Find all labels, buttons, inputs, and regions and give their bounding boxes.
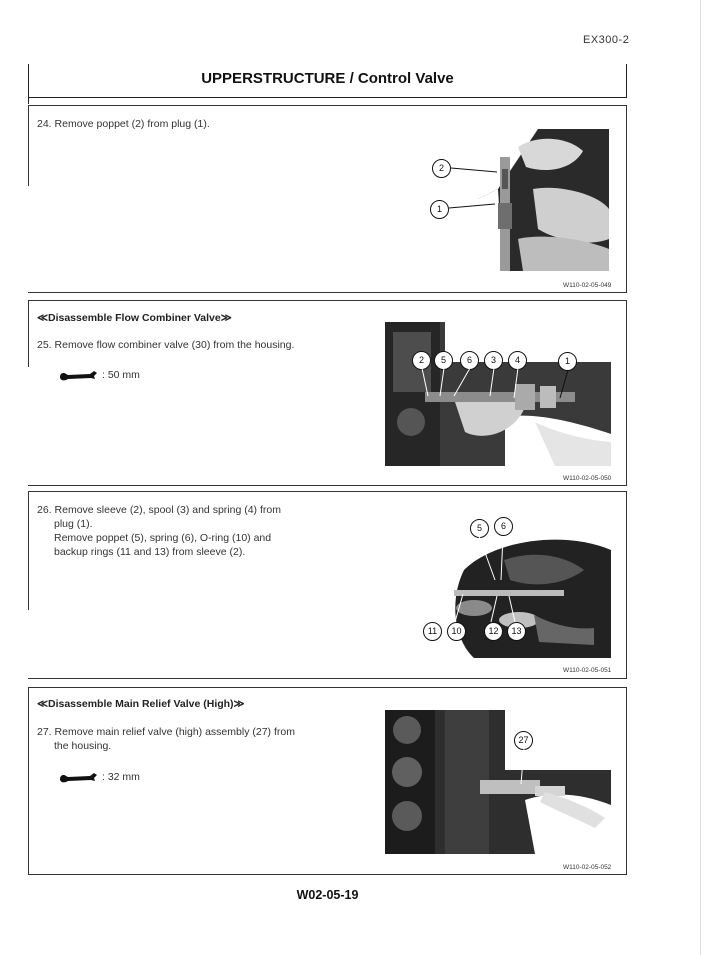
callout-2: 2 <box>412 351 431 370</box>
figure-code: W110-02-05-052 <box>563 864 612 871</box>
callout-27: 27 <box>514 731 533 750</box>
step-27-text <box>37 725 295 753</box>
callout-12: 12 <box>484 622 503 641</box>
step-text: Remove main relief valve (high) assembly (27) from <box>54 726 295 738</box>
callout-leaders <box>410 368 580 408</box>
callout-10: 10 <box>447 622 466 641</box>
wrench-spec <box>58 368 140 382</box>
callout-6: 6 <box>460 351 479 370</box>
callout-6: 6 <box>494 517 513 536</box>
page-edge <box>700 0 701 955</box>
model-number: EX300-2 <box>583 34 630 46</box>
step-number: 26. <box>37 504 52 516</box>
callout-3: 3 <box>484 351 503 370</box>
figure-code: W110-02-05-050 <box>563 475 612 482</box>
step-text: Remove sleeve (2), spool (3) and spring (4) from <box>54 504 281 516</box>
step-text: Remove flow combiner valve (30) from the housing. <box>54 339 295 351</box>
callout-leaders <box>425 536 525 626</box>
step-text: backup rings (11 and 13) from sleeve (2). <box>54 546 246 558</box>
callout-11: 11 <box>423 622 442 641</box>
wrench-size: : 32 mm <box>102 771 140 783</box>
callout-1: 1 <box>558 352 577 371</box>
step-number: 25. <box>37 339 52 351</box>
wrench-icon <box>58 770 98 784</box>
step-26-text <box>37 503 281 559</box>
figure-code: W110-02-05-049 <box>563 282 612 289</box>
callout-1: 1 <box>430 200 449 219</box>
callout-leaders <box>515 748 535 788</box>
photo-main-relief-valve <box>385 710 611 854</box>
page-number: W02-05-19 <box>296 888 359 902</box>
figure-code: W110-02-05-051 <box>563 667 612 674</box>
step-text: Remove poppet (5), spring (6), O-ring (10) and <box>54 532 272 544</box>
step-text: the housing. <box>54 740 112 752</box>
callout-5: 5 <box>470 519 489 538</box>
callout-leaders <box>445 160 505 220</box>
step-number: 27. <box>37 726 52 738</box>
header-rule <box>28 97 627 98</box>
callout-2: 2 <box>432 159 451 178</box>
wrench-icon <box>58 368 98 382</box>
section-heading: ≪Disassemble Main Relief Valve (High)≫ <box>37 698 245 710</box>
callout-5: 5 <box>434 351 453 370</box>
step-24-text <box>37 117 210 131</box>
step-number: 24. <box>37 118 52 130</box>
page-title: UPPERSTRUCTURE / Control Valve <box>201 70 454 87</box>
photo-step-27 <box>385 710 611 854</box>
section-heading: ≪Disassemble Flow Combiner Valve≫ <box>37 312 232 324</box>
callout-4: 4 <box>508 351 527 370</box>
step-text: plug (1). <box>54 518 93 530</box>
step-text: Remove poppet (2) from plug (1). <box>54 118 210 130</box>
wrench-size: : 50 mm <box>102 369 140 381</box>
step-25-text <box>37 338 294 352</box>
callout-13: 13 <box>507 622 526 641</box>
wrench-spec <box>58 770 140 784</box>
